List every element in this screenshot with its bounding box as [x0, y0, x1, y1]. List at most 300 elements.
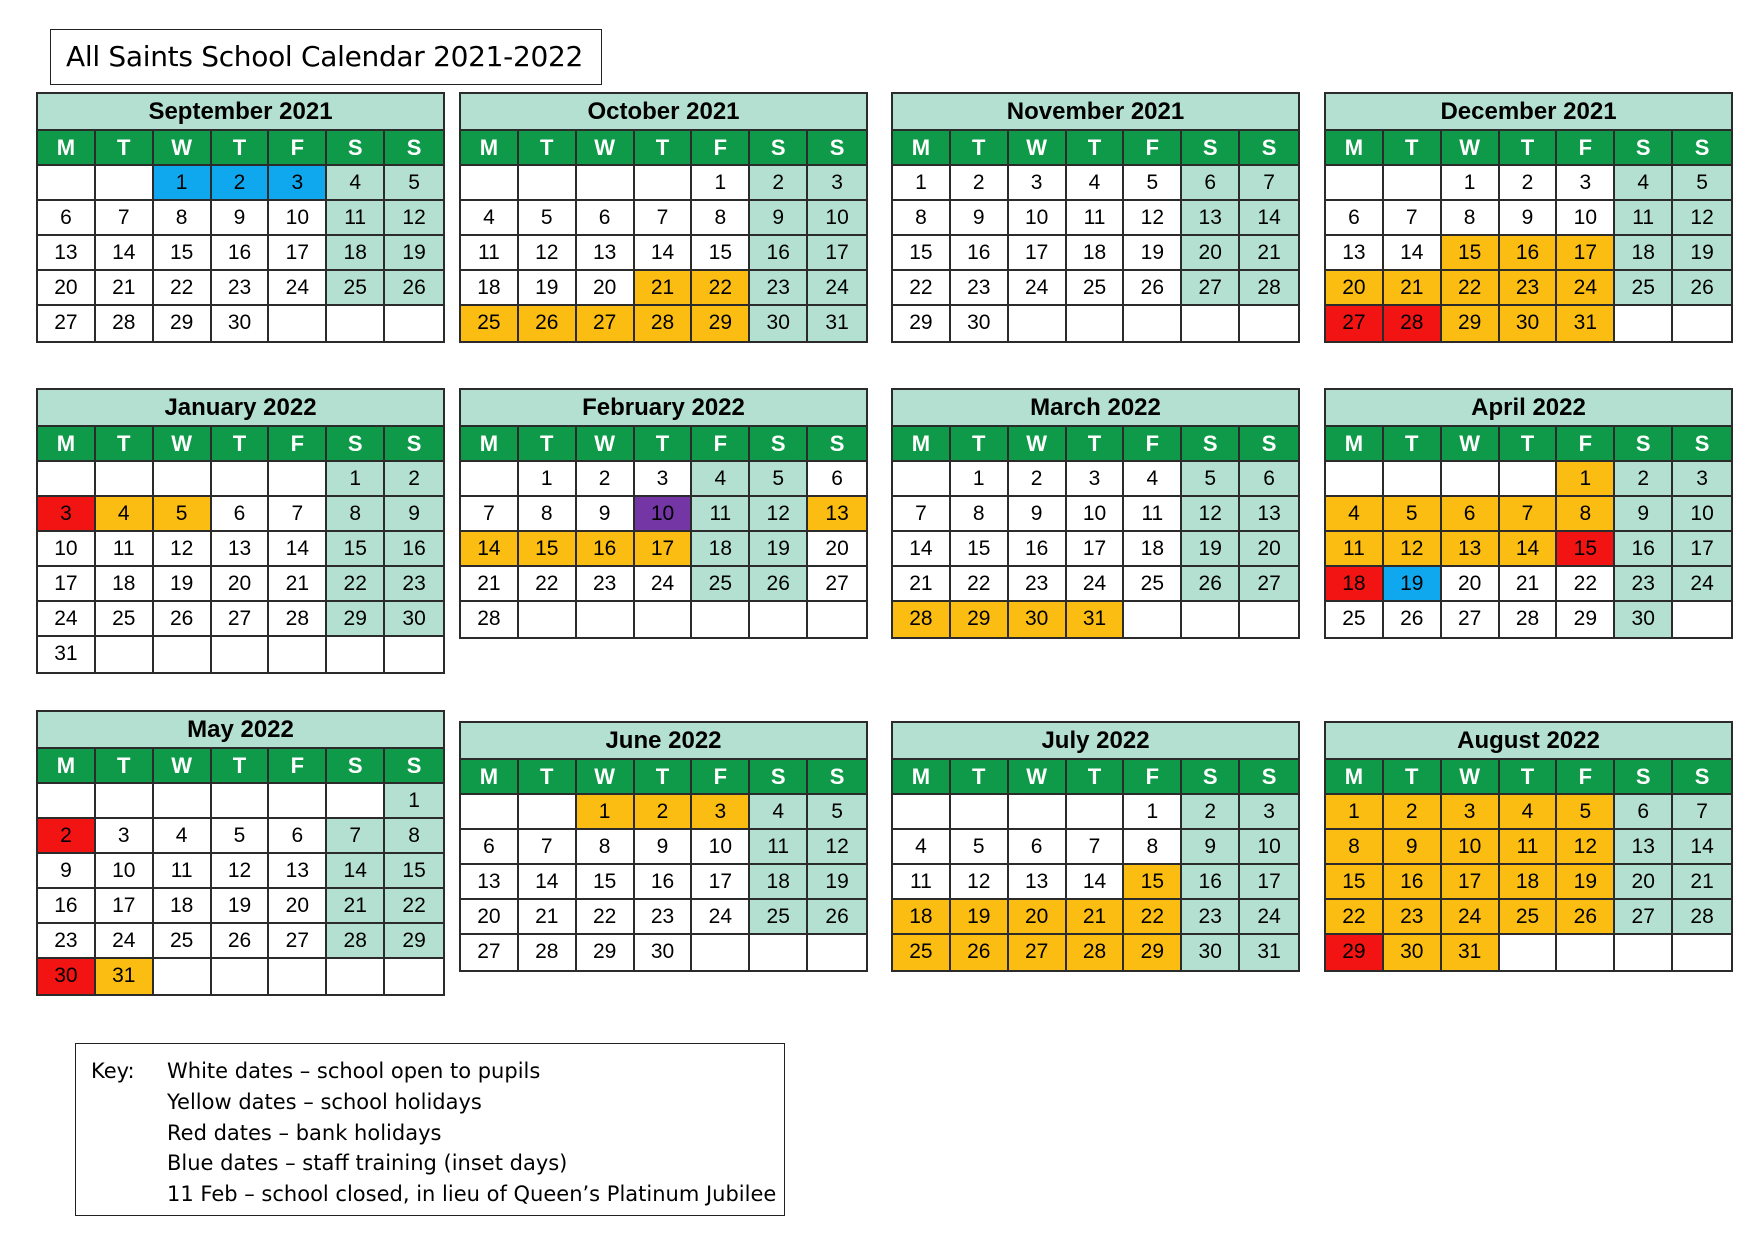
day-cell: 22 [893, 271, 951, 306]
month-calendar-march-2022 [891, 388, 1300, 639]
day-cell: 8 [1326, 830, 1384, 865]
day-cell: 9 [385, 497, 443, 532]
weekday-header: T [951, 131, 1009, 166]
day-cell: 6 [1326, 201, 1384, 236]
day-cell: 24 [808, 271, 866, 306]
weekday-header: T [951, 760, 1009, 795]
day-cell: 20 [1615, 865, 1673, 900]
month-title: September 2021 [38, 94, 443, 131]
day-cell: 6 [577, 201, 635, 236]
weekday-header: S [750, 760, 808, 795]
month-title: May 2022 [38, 712, 443, 749]
weekday-header: M [461, 131, 519, 166]
day-cell: 1 [154, 166, 212, 201]
day-cell: 1 [327, 462, 385, 497]
day-cell: 24 [635, 567, 693, 602]
day-cell: 28 [635, 306, 693, 341]
day-cell: 22 [692, 271, 750, 306]
empty-day-cell [577, 602, 635, 637]
day-cell: 28 [1500, 602, 1558, 637]
weekday-header: S [327, 749, 385, 784]
day-cell: 30 [1182, 935, 1240, 970]
weekday-header: S [385, 749, 443, 784]
day-cell: 11 [1500, 830, 1558, 865]
day-cell: 16 [1500, 236, 1558, 271]
day-cell: 10 [1442, 830, 1500, 865]
empty-day-cell [212, 637, 270, 672]
day-cell: 27 [1442, 602, 1500, 637]
day-cell: 22 [1442, 271, 1500, 306]
day-cell: 8 [1557, 497, 1615, 532]
month-calendar-august-2022 [1324, 721, 1733, 972]
day-cell: 26 [1182, 567, 1240, 602]
weekday-header: M [893, 131, 951, 166]
weekday-header: S [1182, 131, 1240, 166]
day-cell: 27 [577, 306, 635, 341]
weekday-header: M [461, 760, 519, 795]
day-cell: 24 [1240, 900, 1298, 935]
weekday-header: T [96, 749, 154, 784]
day-cell: 12 [750, 497, 808, 532]
empty-day-cell [519, 795, 577, 830]
day-cell: 17 [1067, 532, 1125, 567]
day-cell: 5 [1557, 795, 1615, 830]
legend-line-white: White dates – school open to pupils [167, 1059, 541, 1083]
day-cell: 12 [1673, 201, 1731, 236]
empty-day-cell [1673, 935, 1731, 970]
day-cell: 4 [96, 497, 154, 532]
weekday-header: W [1442, 131, 1500, 166]
empty-day-cell [269, 784, 327, 819]
day-cell: 7 [461, 497, 519, 532]
day-cell: 5 [1384, 497, 1442, 532]
day-cell: 21 [519, 900, 577, 935]
day-cell: 19 [1182, 532, 1240, 567]
legend-line-yellow: Yellow dates – school holidays [167, 1089, 482, 1114]
legend-key-lines [167, 1056, 776, 1210]
empty-day-cell [1326, 166, 1384, 201]
empty-day-cell [327, 959, 385, 994]
day-cell: 17 [808, 236, 866, 271]
day-cell: 23 [1009, 567, 1067, 602]
day-cell: 12 [1557, 830, 1615, 865]
day-cell: 22 [577, 900, 635, 935]
day-cell: 12 [385, 201, 443, 236]
day-cell: 20 [269, 889, 327, 924]
month-title: June 2022 [461, 723, 866, 760]
day-cell: 14 [327, 854, 385, 889]
weekday-header: F [1557, 760, 1615, 795]
day-cell: 28 [1384, 306, 1442, 341]
weekday-header: S [1673, 427, 1731, 462]
day-cell: 10 [1673, 497, 1731, 532]
day-cell: 1 [893, 166, 951, 201]
empty-day-cell [154, 637, 212, 672]
day-cell: 4 [893, 830, 951, 865]
empty-day-cell [1067, 306, 1125, 341]
empty-day-cell [519, 602, 577, 637]
day-cell: 18 [154, 889, 212, 924]
day-cell: 27 [269, 924, 327, 959]
weekday-header: T [1384, 427, 1442, 462]
day-cell: 4 [1615, 166, 1673, 201]
empty-day-cell [269, 959, 327, 994]
day-cell: 12 [1384, 532, 1442, 567]
weekday-header: S [1182, 760, 1240, 795]
day-cell: 5 [951, 830, 1009, 865]
weekday-header: M [1326, 131, 1384, 166]
day-cell: 19 [385, 236, 443, 271]
empty-day-cell [519, 166, 577, 201]
day-cell: 3 [38, 497, 96, 532]
weekday-header: S [1182, 427, 1240, 462]
month-calendar-february-2022 [459, 388, 868, 639]
empty-day-cell [750, 602, 808, 637]
month-title: December 2021 [1326, 94, 1731, 131]
day-cell: 28 [893, 602, 951, 637]
empty-day-cell [1240, 306, 1298, 341]
day-cell: 3 [1240, 795, 1298, 830]
day-cell: 19 [154, 567, 212, 602]
day-cell: 24 [1557, 271, 1615, 306]
day-cell: 16 [1615, 532, 1673, 567]
day-cell: 25 [1326, 602, 1384, 637]
day-cell: 6 [1442, 497, 1500, 532]
day-cell: 25 [1615, 271, 1673, 306]
month-grid [893, 760, 1298, 970]
day-cell: 15 [519, 532, 577, 567]
day-cell: 15 [1442, 236, 1500, 271]
day-cell: 23 [1615, 567, 1673, 602]
day-cell: 30 [951, 306, 1009, 341]
day-cell: 13 [461, 865, 519, 900]
weekday-header: T [1067, 427, 1125, 462]
weekday-header: W [154, 131, 212, 166]
weekday-header: S [1673, 760, 1731, 795]
day-cell: 2 [1615, 462, 1673, 497]
day-cell: 10 [96, 854, 154, 889]
day-cell: 23 [750, 271, 808, 306]
day-cell: 10 [1009, 201, 1067, 236]
day-cell: 17 [635, 532, 693, 567]
day-cell: 12 [154, 532, 212, 567]
month-grid [461, 760, 866, 970]
day-cell: 29 [1326, 935, 1384, 970]
day-cell: 7 [519, 830, 577, 865]
day-cell: 22 [519, 567, 577, 602]
month-grid [1326, 427, 1731, 637]
empty-day-cell [1124, 602, 1182, 637]
empty-day-cell [96, 784, 154, 819]
day-cell: 14 [1384, 236, 1442, 271]
day-cell: 21 [1240, 236, 1298, 271]
month-title: March 2022 [893, 390, 1298, 427]
empty-day-cell [1182, 306, 1240, 341]
weekday-header: M [461, 427, 519, 462]
day-cell: 31 [1442, 935, 1500, 970]
empty-day-cell [1384, 462, 1442, 497]
day-cell: 22 [951, 567, 1009, 602]
day-cell: 15 [327, 532, 385, 567]
day-cell: 9 [577, 497, 635, 532]
weekday-header: S [385, 131, 443, 166]
day-cell: 27 [1615, 900, 1673, 935]
day-cell: 23 [1384, 900, 1442, 935]
day-cell: 1 [951, 462, 1009, 497]
weekday-header: T [519, 131, 577, 166]
day-cell: 30 [635, 935, 693, 970]
day-cell: 29 [1442, 306, 1500, 341]
day-cell: 20 [1442, 567, 1500, 602]
day-cell: 26 [808, 900, 866, 935]
day-cell: 17 [1009, 236, 1067, 271]
day-cell: 3 [1673, 462, 1731, 497]
day-cell: 14 [893, 532, 951, 567]
day-cell: 11 [1326, 532, 1384, 567]
month-calendar-december-2021 [1324, 92, 1733, 343]
day-cell: 18 [1615, 236, 1673, 271]
day-cell: 30 [38, 959, 96, 994]
empty-day-cell [38, 784, 96, 819]
empty-day-cell [1673, 602, 1731, 637]
day-cell: 19 [750, 532, 808, 567]
day-cell: 5 [385, 166, 443, 201]
weekday-header: S [1615, 760, 1673, 795]
day-cell: 16 [385, 532, 443, 567]
day-cell: 17 [1240, 865, 1298, 900]
day-cell: 17 [269, 236, 327, 271]
day-cell: 9 [1009, 497, 1067, 532]
day-cell: 4 [692, 462, 750, 497]
legend-line-jubilee: 11 Feb – school closed, in lieu of Queen’s Platinum Jubilee [167, 1182, 777, 1207]
day-cell: 7 [1067, 830, 1125, 865]
day-cell: 19 [1673, 236, 1731, 271]
day-cell: 19 [519, 271, 577, 306]
day-cell: 25 [1067, 271, 1125, 306]
weekday-header: S [808, 427, 866, 462]
day-cell: 24 [1009, 271, 1067, 306]
weekday-header: W [577, 760, 635, 795]
empty-day-cell [692, 602, 750, 637]
day-cell: 11 [154, 854, 212, 889]
day-cell: 13 [1240, 497, 1298, 532]
day-cell: 14 [1673, 830, 1731, 865]
day-cell: 15 [154, 236, 212, 271]
day-cell: 15 [577, 865, 635, 900]
empty-day-cell [893, 462, 951, 497]
day-cell: 6 [1615, 795, 1673, 830]
month-grid [1326, 760, 1731, 970]
weekday-header: W [1442, 760, 1500, 795]
day-cell: 28 [1067, 935, 1125, 970]
weekday-header: W [577, 131, 635, 166]
day-cell: 11 [327, 201, 385, 236]
weekday-header: F [1124, 760, 1182, 795]
day-cell: 4 [327, 166, 385, 201]
weekday-header: T [96, 131, 154, 166]
day-cell: 6 [808, 462, 866, 497]
day-cell: 6 [269, 819, 327, 854]
day-cell: 8 [893, 201, 951, 236]
month-calendar-november-2021 [891, 92, 1300, 343]
day-cell: 13 [212, 532, 270, 567]
month-grid [38, 131, 443, 341]
weekday-header: S [327, 131, 385, 166]
day-cell: 19 [1124, 236, 1182, 271]
day-cell: 30 [212, 306, 270, 341]
day-cell: 27 [1240, 567, 1298, 602]
weekday-header: T [635, 760, 693, 795]
day-cell: 17 [692, 865, 750, 900]
day-cell: 22 [1326, 900, 1384, 935]
day-cell: 4 [461, 201, 519, 236]
day-cell: 6 [212, 497, 270, 532]
weekday-header: W [577, 427, 635, 462]
day-cell: 18 [893, 900, 951, 935]
month-calendar-april-2022 [1324, 388, 1733, 639]
day-cell: 11 [1067, 201, 1125, 236]
day-cell: 11 [96, 532, 154, 567]
empty-day-cell [154, 784, 212, 819]
month-title: January 2022 [38, 390, 443, 427]
empty-day-cell [38, 166, 96, 201]
day-cell: 8 [154, 201, 212, 236]
empty-day-cell [1673, 306, 1731, 341]
day-cell: 23 [212, 271, 270, 306]
month-title: February 2022 [461, 390, 866, 427]
month-calendar-may-2022 [36, 710, 445, 996]
day-cell: 19 [951, 900, 1009, 935]
day-cell: 2 [577, 462, 635, 497]
weekday-header: M [893, 760, 951, 795]
day-cell: 5 [154, 497, 212, 532]
day-cell: 28 [1240, 271, 1298, 306]
month-title: April 2022 [1326, 390, 1731, 427]
day-cell: 25 [1500, 900, 1558, 935]
day-cell: 2 [1500, 166, 1558, 201]
day-cell: 2 [38, 819, 96, 854]
day-cell: 13 [1009, 865, 1067, 900]
day-cell: 7 [1240, 166, 1298, 201]
day-cell: 18 [692, 532, 750, 567]
day-cell: 13 [1326, 236, 1384, 271]
day-cell: 17 [1673, 532, 1731, 567]
day-cell: 9 [1500, 201, 1558, 236]
day-cell: 1 [1557, 462, 1615, 497]
day-cell: 16 [1182, 865, 1240, 900]
day-cell: 21 [269, 567, 327, 602]
empty-day-cell [385, 959, 443, 994]
month-calendar-june-2022 [459, 721, 868, 972]
day-cell: 12 [1182, 497, 1240, 532]
day-cell: 28 [1673, 900, 1731, 935]
day-cell: 24 [38, 602, 96, 637]
day-cell: 5 [1124, 166, 1182, 201]
day-cell: 19 [808, 865, 866, 900]
weekday-header: F [692, 427, 750, 462]
day-cell: 5 [1182, 462, 1240, 497]
month-title: August 2022 [1326, 723, 1731, 760]
day-cell: 10 [808, 201, 866, 236]
day-cell: 11 [692, 497, 750, 532]
day-cell: 21 [1500, 567, 1558, 602]
day-cell: 29 [951, 602, 1009, 637]
day-cell: 31 [1240, 935, 1298, 970]
day-cell: 28 [96, 306, 154, 341]
day-cell: 21 [635, 271, 693, 306]
day-cell: 16 [38, 889, 96, 924]
day-cell: 17 [96, 889, 154, 924]
day-cell: 30 [1384, 935, 1442, 970]
day-cell: 24 [96, 924, 154, 959]
weekday-header: W [154, 749, 212, 784]
day-cell: 16 [635, 865, 693, 900]
day-cell: 27 [1009, 935, 1067, 970]
day-cell: 14 [461, 532, 519, 567]
day-cell: 30 [385, 602, 443, 637]
day-cell: 11 [893, 865, 951, 900]
day-cell: 14 [1240, 201, 1298, 236]
empty-day-cell [327, 637, 385, 672]
day-cell: 21 [1067, 900, 1125, 935]
day-cell: 28 [519, 935, 577, 970]
day-cell: 22 [1124, 900, 1182, 935]
day-cell: 29 [327, 602, 385, 637]
day-cell: 3 [96, 819, 154, 854]
empty-day-cell [1615, 306, 1673, 341]
day-cell: 4 [154, 819, 212, 854]
weekday-header: W [154, 427, 212, 462]
day-cell: 7 [1673, 795, 1731, 830]
month-grid [461, 427, 866, 637]
empty-day-cell [808, 602, 866, 637]
empty-day-cell [1124, 306, 1182, 341]
day-cell: 30 [1500, 306, 1558, 341]
day-cell: 20 [1240, 532, 1298, 567]
empty-day-cell [327, 784, 385, 819]
day-cell: 22 [1557, 567, 1615, 602]
weekday-header: S [750, 131, 808, 166]
weekday-header: M [893, 427, 951, 462]
day-cell: 27 [1326, 306, 1384, 341]
weekday-header: F [269, 131, 327, 166]
day-cell: 1 [692, 166, 750, 201]
day-cell: 2 [1009, 462, 1067, 497]
day-cell: 29 [1124, 935, 1182, 970]
empty-day-cell [577, 166, 635, 201]
day-cell: 15 [1124, 865, 1182, 900]
day-cell: 19 [1384, 567, 1442, 602]
weekday-header: S [385, 427, 443, 462]
day-cell: 23 [577, 567, 635, 602]
day-cell: 2 [212, 166, 270, 201]
day-cell: 13 [1615, 830, 1673, 865]
empty-day-cell [1067, 795, 1125, 830]
weekday-header: F [1124, 427, 1182, 462]
day-cell: 1 [577, 795, 635, 830]
empty-day-cell [1182, 602, 1240, 637]
day-cell: 8 [1124, 830, 1182, 865]
day-cell: 11 [1615, 201, 1673, 236]
day-cell: 21 [1384, 271, 1442, 306]
day-cell: 23 [951, 271, 1009, 306]
day-cell: 7 [327, 819, 385, 854]
empty-day-cell [1500, 935, 1558, 970]
day-cell: 3 [1067, 462, 1125, 497]
day-cell: 18 [1500, 865, 1558, 900]
day-cell: 24 [1067, 567, 1125, 602]
day-cell: 7 [635, 201, 693, 236]
